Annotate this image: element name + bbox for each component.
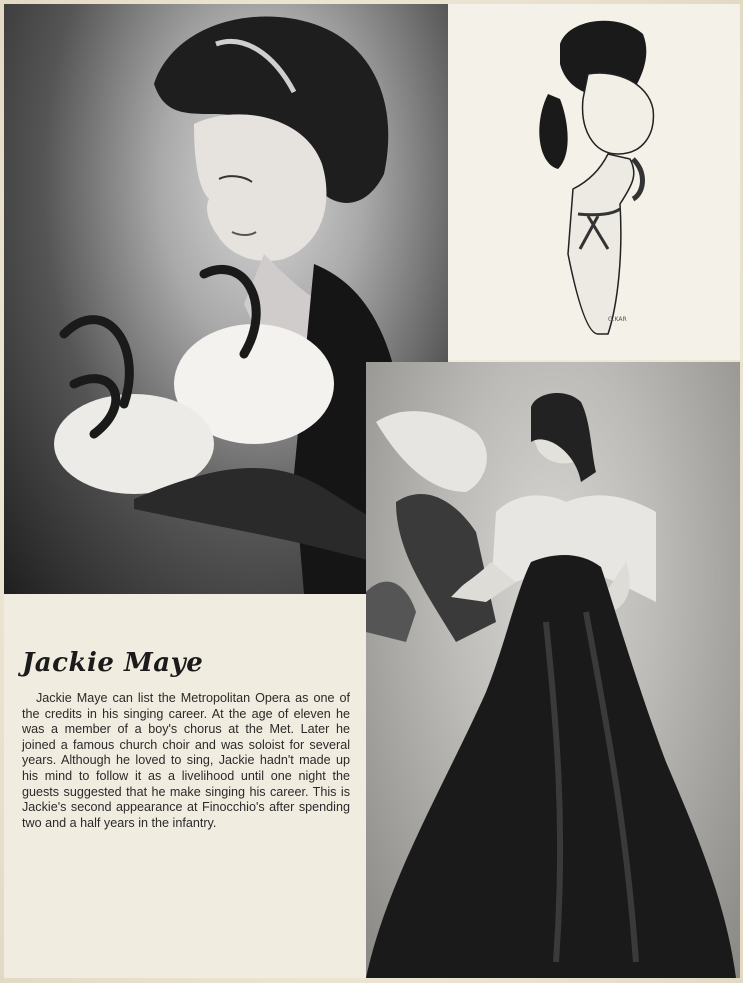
gown-photo [366, 362, 740, 978]
caricature-drawing [448, 4, 740, 360]
performer-bio: Jackie Maye can list the Metropolitan Opera as one of the credits in his singing career. At the age of eleven he was a member of a boy's chorus at the Met. Later he joined a famous church choir and was soloist for several years. Although he loved to sing, Jackie hadn't made up his mind to follow it as a livelihood until one night the guests suggested that he make singing his career. This is Jackie's second appearance at Finocchio's after spending two and a half years in the infantry. [22, 691, 350, 830]
caricature-signature: G.KAR [608, 316, 627, 323]
performer-name-heading: Jackie Maye [22, 648, 204, 678]
